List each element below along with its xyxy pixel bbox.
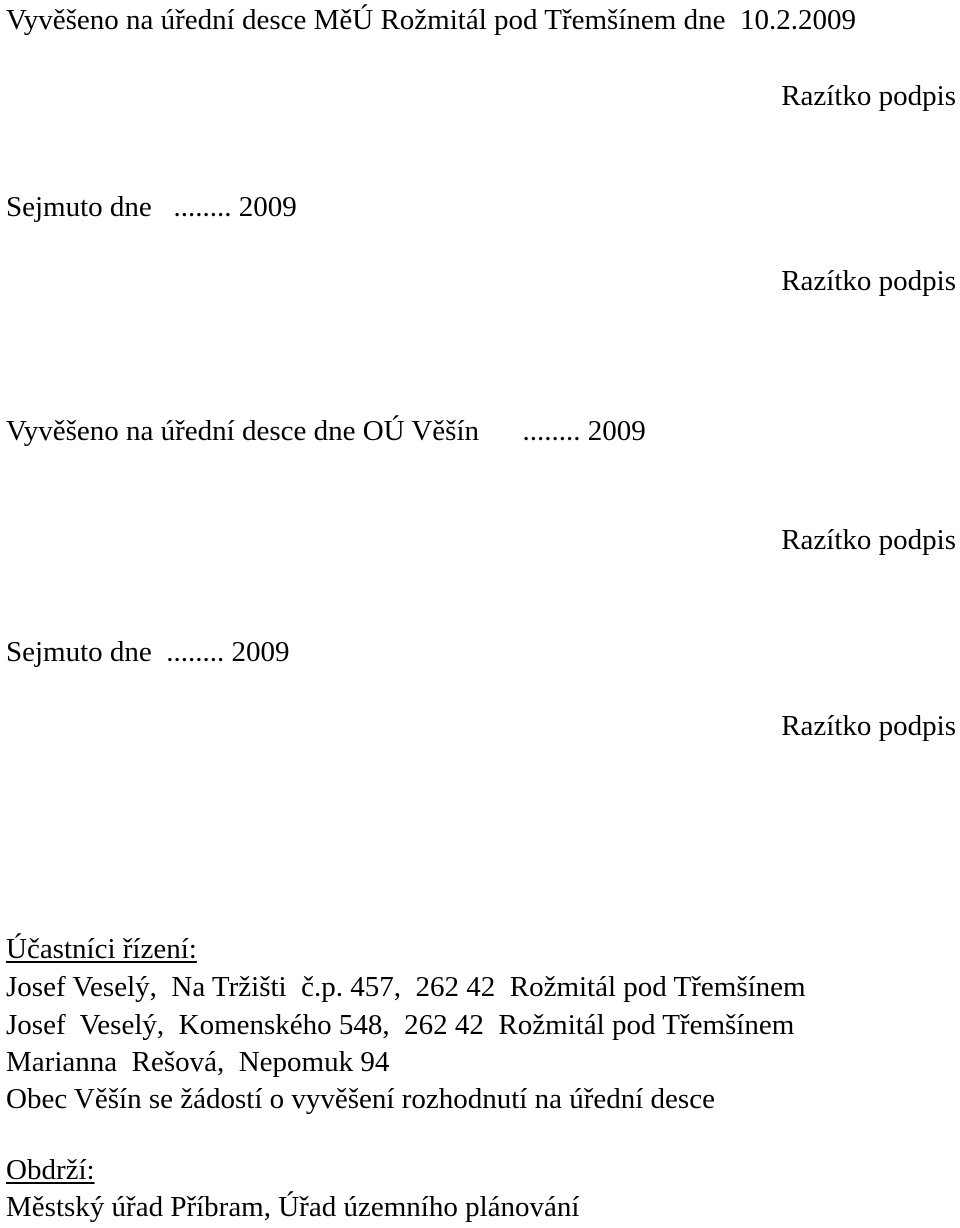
removal-date-line-1: Sejmuto dne ........ 2009 xyxy=(6,191,297,223)
recipient-item: Městský úřad Příbram, Úřad územního plánování xyxy=(6,1191,580,1223)
stamp-signature-label-2: Razítko podpis xyxy=(781,265,956,297)
recipients-heading: Obdrží: xyxy=(6,1154,95,1186)
removal-date-line-2: Sejmuto dne ........ 2009 xyxy=(6,636,290,668)
participant-item: Josef Veselý, Komenského 548, 262 42 Rožmitál pod Třemšínem xyxy=(6,1009,795,1041)
stamp-signature-label-1: Razítko podpis xyxy=(781,80,956,112)
posting-ou-line: Vyvěšeno na úřední desce dne OÚ Věšín ........ 2009 xyxy=(6,415,646,447)
posting-meu-line: Vyvěšeno na úřední desce MěÚ Rožmitál pod Třemšínem dne 10.2.2009 xyxy=(6,4,856,36)
participants-heading: Účastníci řízení: xyxy=(6,933,197,965)
stamp-signature-label-4: Razítko podpis xyxy=(781,710,956,742)
participant-item: Obec Věšín se žádostí o vyvěšení rozhodnutí na úřední desce xyxy=(6,1083,715,1115)
stamp-signature-label-3: Razítko podpis xyxy=(781,524,956,556)
participant-item: Josef Veselý, Na Tržišti č.p. 457, 262 42 Rožmitál pod Třemšínem xyxy=(6,971,806,1003)
participant-item: Marianna Rešová, Nepomuk 94 xyxy=(6,1046,390,1078)
